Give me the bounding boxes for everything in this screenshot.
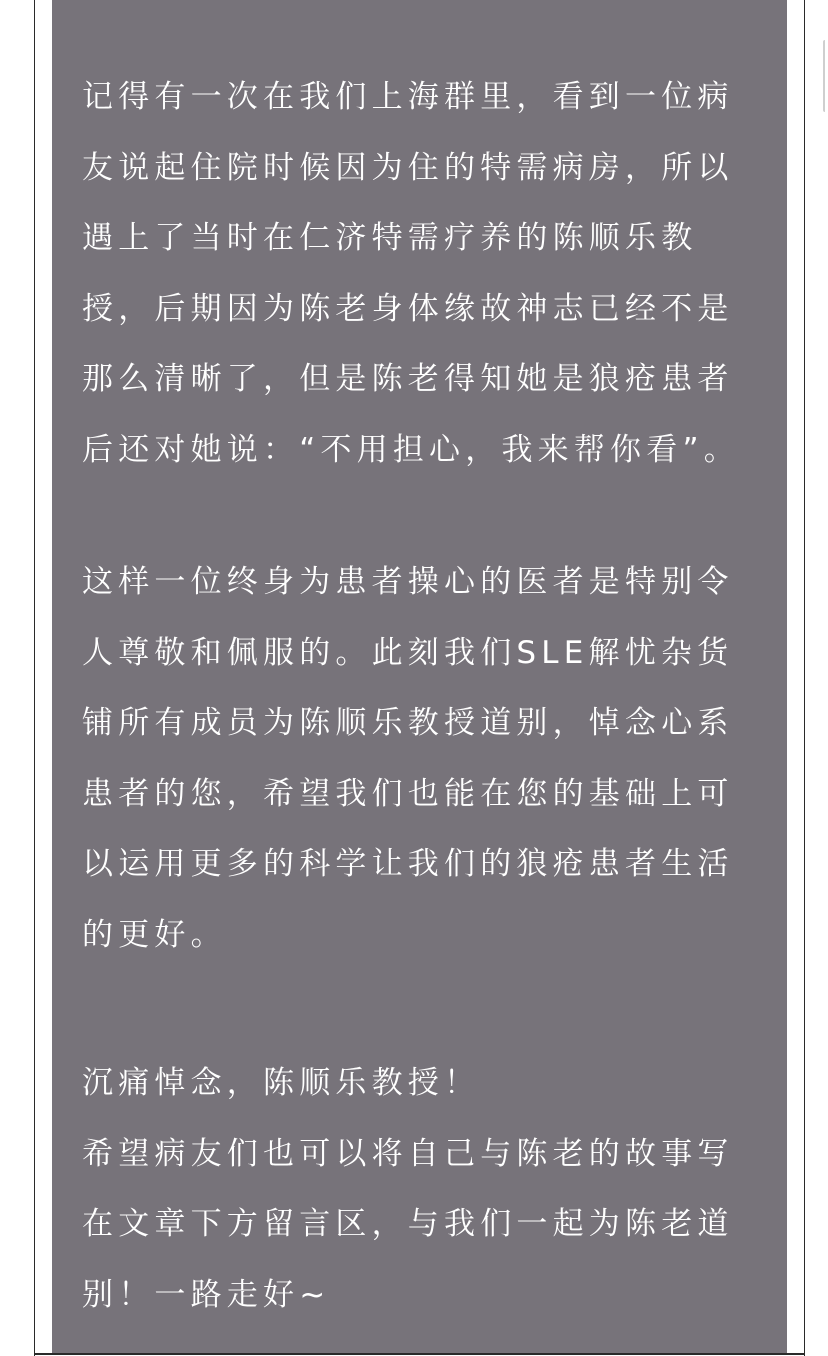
frame-border-left [34, 0, 35, 1356]
paragraph-tribute [82, 547, 758, 970]
text-line: 后还对她说：“不用担心，我来帮你看”。 [82, 431, 740, 468]
text-line: 记得有一次在我们上海群里，看到一位病 [82, 79, 734, 115]
paragraph-memory [82, 62, 758, 485]
text-line: 的更好。 [82, 916, 227, 953]
paragraph-farewell [82, 1048, 758, 1330]
text-line: 那么清晰了，但是陈老得知她是狼疮患者 [82, 361, 734, 397]
text-line: 别！一路走好~ [82, 1276, 331, 1313]
article-card [52, 0, 787, 1353]
frame-border-right [804, 0, 805, 1356]
text-line: 在文章下方留言区，与我们一起为陈老道 [82, 1206, 734, 1242]
text-line: 授，后期因为陈老身体缘故神志已经不是 [82, 290, 734, 327]
text-line: 希望病友们也可以将自己与陈老的故事写 [82, 1135, 734, 1172]
text-line: 这样一位终身为患者操心的医者是特别令 [82, 564, 734, 600]
scrollbar[interactable] [823, 40, 828, 112]
text-line: 人尊敬和佩服的。此刻我们SLE解忧杂货 [82, 634, 734, 671]
frame-border-bottom [34, 1353, 805, 1355]
text-line: 遇上了当时在仁济特需疗养的陈顺乐教 [82, 220, 698, 256]
text-line: 友说起住院时候因为住的特需病房，所以 [82, 149, 734, 186]
text-line: 沉痛悼念，陈顺乐教授！ [82, 1065, 481, 1101]
text-line: 铺所有成员为陈顺乐教授道别，悼念心系 [82, 705, 734, 741]
text-line: 以运用更多的科学让我们的狼疮患者生活 [82, 846, 734, 882]
text-line: 患者的您，希望我们也能在您的基础上可 [82, 775, 734, 812]
